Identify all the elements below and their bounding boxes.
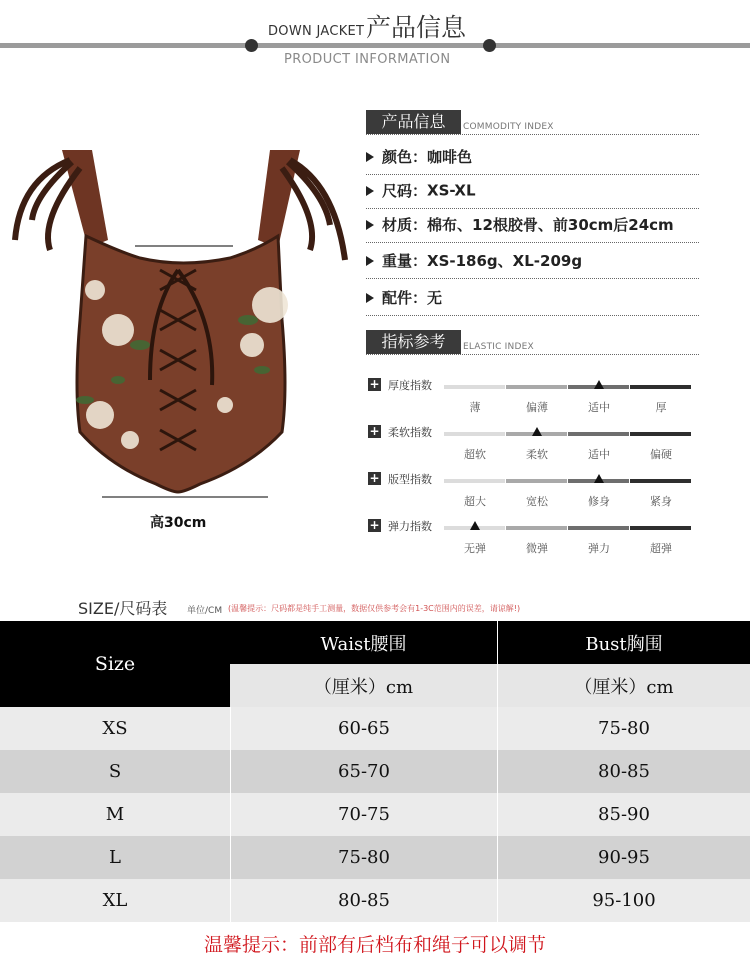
divider xyxy=(366,315,699,316)
index-option-label: 适中 xyxy=(588,448,610,461)
index-option-label: 偏硬 xyxy=(650,448,672,461)
header-dot-right xyxy=(483,39,496,52)
size-cell-size: L xyxy=(0,836,230,879)
size-cell-waist: 65-70 xyxy=(230,750,497,793)
size-cell-bust: 80-85 xyxy=(497,750,750,793)
index-name: 版型指数 xyxy=(388,473,432,486)
index-option-label: 弹力 xyxy=(588,542,610,555)
info-row xyxy=(366,287,442,311)
divider xyxy=(366,242,699,243)
bust-header: Bust胸围 xyxy=(497,621,750,664)
index-bar xyxy=(444,432,692,461)
info-row xyxy=(366,146,472,170)
index-segment xyxy=(444,432,505,436)
size-title: SIZE/尺码表 xyxy=(78,599,168,618)
index-segment xyxy=(444,385,505,389)
size-cell-size: M xyxy=(0,793,230,836)
index-option-label: 偏薄 xyxy=(526,401,548,414)
info-label: 重量： xyxy=(382,252,428,270)
index-name: 厚度指数 xyxy=(388,379,432,392)
divider xyxy=(366,278,699,279)
info-label: 材质： xyxy=(382,216,428,234)
index-marker-icon xyxy=(594,474,604,483)
info-row xyxy=(366,214,674,238)
index-option-label: 薄 xyxy=(469,401,481,414)
size-cell-bust: 95-100 xyxy=(497,879,750,922)
index-option-label: 修身 xyxy=(588,495,610,508)
size-cell-waist: 60-65 xyxy=(230,707,497,750)
corset-image xyxy=(0,140,360,520)
header-subtitle: PRODUCT INFORMATION xyxy=(284,52,451,67)
size-cell-bust: 90-95 xyxy=(497,836,750,879)
index-segment xyxy=(630,526,691,530)
index-segment xyxy=(630,432,691,436)
info-row xyxy=(366,180,476,204)
info-label: 配件： xyxy=(382,289,428,307)
index-option-label: 柔软 xyxy=(526,448,548,461)
index-option-label: 宽松 xyxy=(526,495,548,508)
index-segment xyxy=(630,479,691,483)
index-option-label: 超弹 xyxy=(650,542,672,555)
product-info-title-en: COMMODITY INDEX xyxy=(463,122,554,132)
info-value: 咖啡色 xyxy=(427,148,473,166)
index-marker-icon xyxy=(594,380,604,389)
divider xyxy=(366,174,699,175)
header-dot-left xyxy=(245,39,258,52)
size-cell-bust: 75-80 xyxy=(497,707,750,750)
index-name: 弹力指数 xyxy=(388,520,432,533)
index-segment xyxy=(506,526,567,530)
info-value: XS-XL xyxy=(427,181,476,200)
info-value: XS-186g、XL-209g xyxy=(427,252,583,270)
size-note: (温馨提示：尺码都是纯手工测量，数据仅供参考会有1-3C范围内的误差，请谅解!) xyxy=(228,604,521,613)
arrow-icon xyxy=(366,152,374,162)
product-info-title: 产品信息 xyxy=(366,110,461,134)
index-option-label: 厚 xyxy=(655,401,667,414)
index-bar xyxy=(444,479,692,508)
index-segment xyxy=(568,432,629,436)
arrow-icon xyxy=(366,256,374,266)
arrow-icon xyxy=(366,293,374,303)
index-bar xyxy=(444,526,692,555)
info-label: 尺码： xyxy=(382,182,428,200)
size-cell-bust: 85-90 xyxy=(497,793,750,836)
size-cell-waist: 70-75 xyxy=(230,793,497,836)
bust-unit: （厘米）cm xyxy=(497,664,750,707)
index-segment xyxy=(506,479,567,483)
header-en: DOWN JACKET xyxy=(268,24,365,39)
waist-unit: （厘米）cm xyxy=(230,664,497,707)
plus-icon: + xyxy=(369,377,380,391)
info-label: 颜色： xyxy=(382,148,428,166)
index-segment xyxy=(568,526,629,530)
index-option-label: 超软 xyxy=(464,448,486,461)
size-cell-waist: 80-85 xyxy=(230,879,497,922)
index-segment xyxy=(506,385,567,389)
size-unit: 单位/CM xyxy=(187,606,223,616)
index-name: 柔软指数 xyxy=(388,426,432,439)
index-option-label: 微弹 xyxy=(526,542,548,555)
size-cell-size: XS xyxy=(0,707,230,750)
index-segment xyxy=(444,479,505,483)
info-value: 无 xyxy=(427,289,443,307)
size-cell-waist: 75-80 xyxy=(230,836,497,879)
size-header: Size xyxy=(0,621,230,707)
plus-icon: + xyxy=(369,471,380,485)
index-segment xyxy=(630,385,691,389)
height-caption: 高30cm xyxy=(150,515,207,531)
arrow-icon xyxy=(366,186,374,196)
size-cell-size: S xyxy=(0,750,230,793)
index-marker-icon xyxy=(470,521,480,530)
index-option-label: 超大 xyxy=(464,495,486,508)
size-cell-size: XL xyxy=(0,879,230,922)
divider xyxy=(366,208,699,209)
plus-icon: + xyxy=(369,424,380,438)
info-value: 棉布、12根胶骨、前30cm后24cm xyxy=(427,216,674,234)
waist-header: Waist腰围 xyxy=(230,621,497,664)
index-option-label: 紧身 xyxy=(650,495,672,508)
divider xyxy=(366,134,699,135)
index-marker-icon xyxy=(532,427,542,436)
index-bar xyxy=(444,385,692,414)
header-title: 产品信息 xyxy=(366,13,467,42)
index-option-label: 适中 xyxy=(588,401,610,414)
index-title-en: ELASTIC INDEX xyxy=(463,342,534,352)
index-title: 指标参考 xyxy=(366,330,461,354)
plus-icon: + xyxy=(369,518,380,532)
info-row xyxy=(366,250,582,274)
divider xyxy=(366,354,699,355)
index-option-label: 无弹 xyxy=(464,542,486,555)
arrow-icon xyxy=(366,220,374,230)
warning-text: 温馨提示：前部有后档布和绳子可以调节 xyxy=(203,934,546,956)
